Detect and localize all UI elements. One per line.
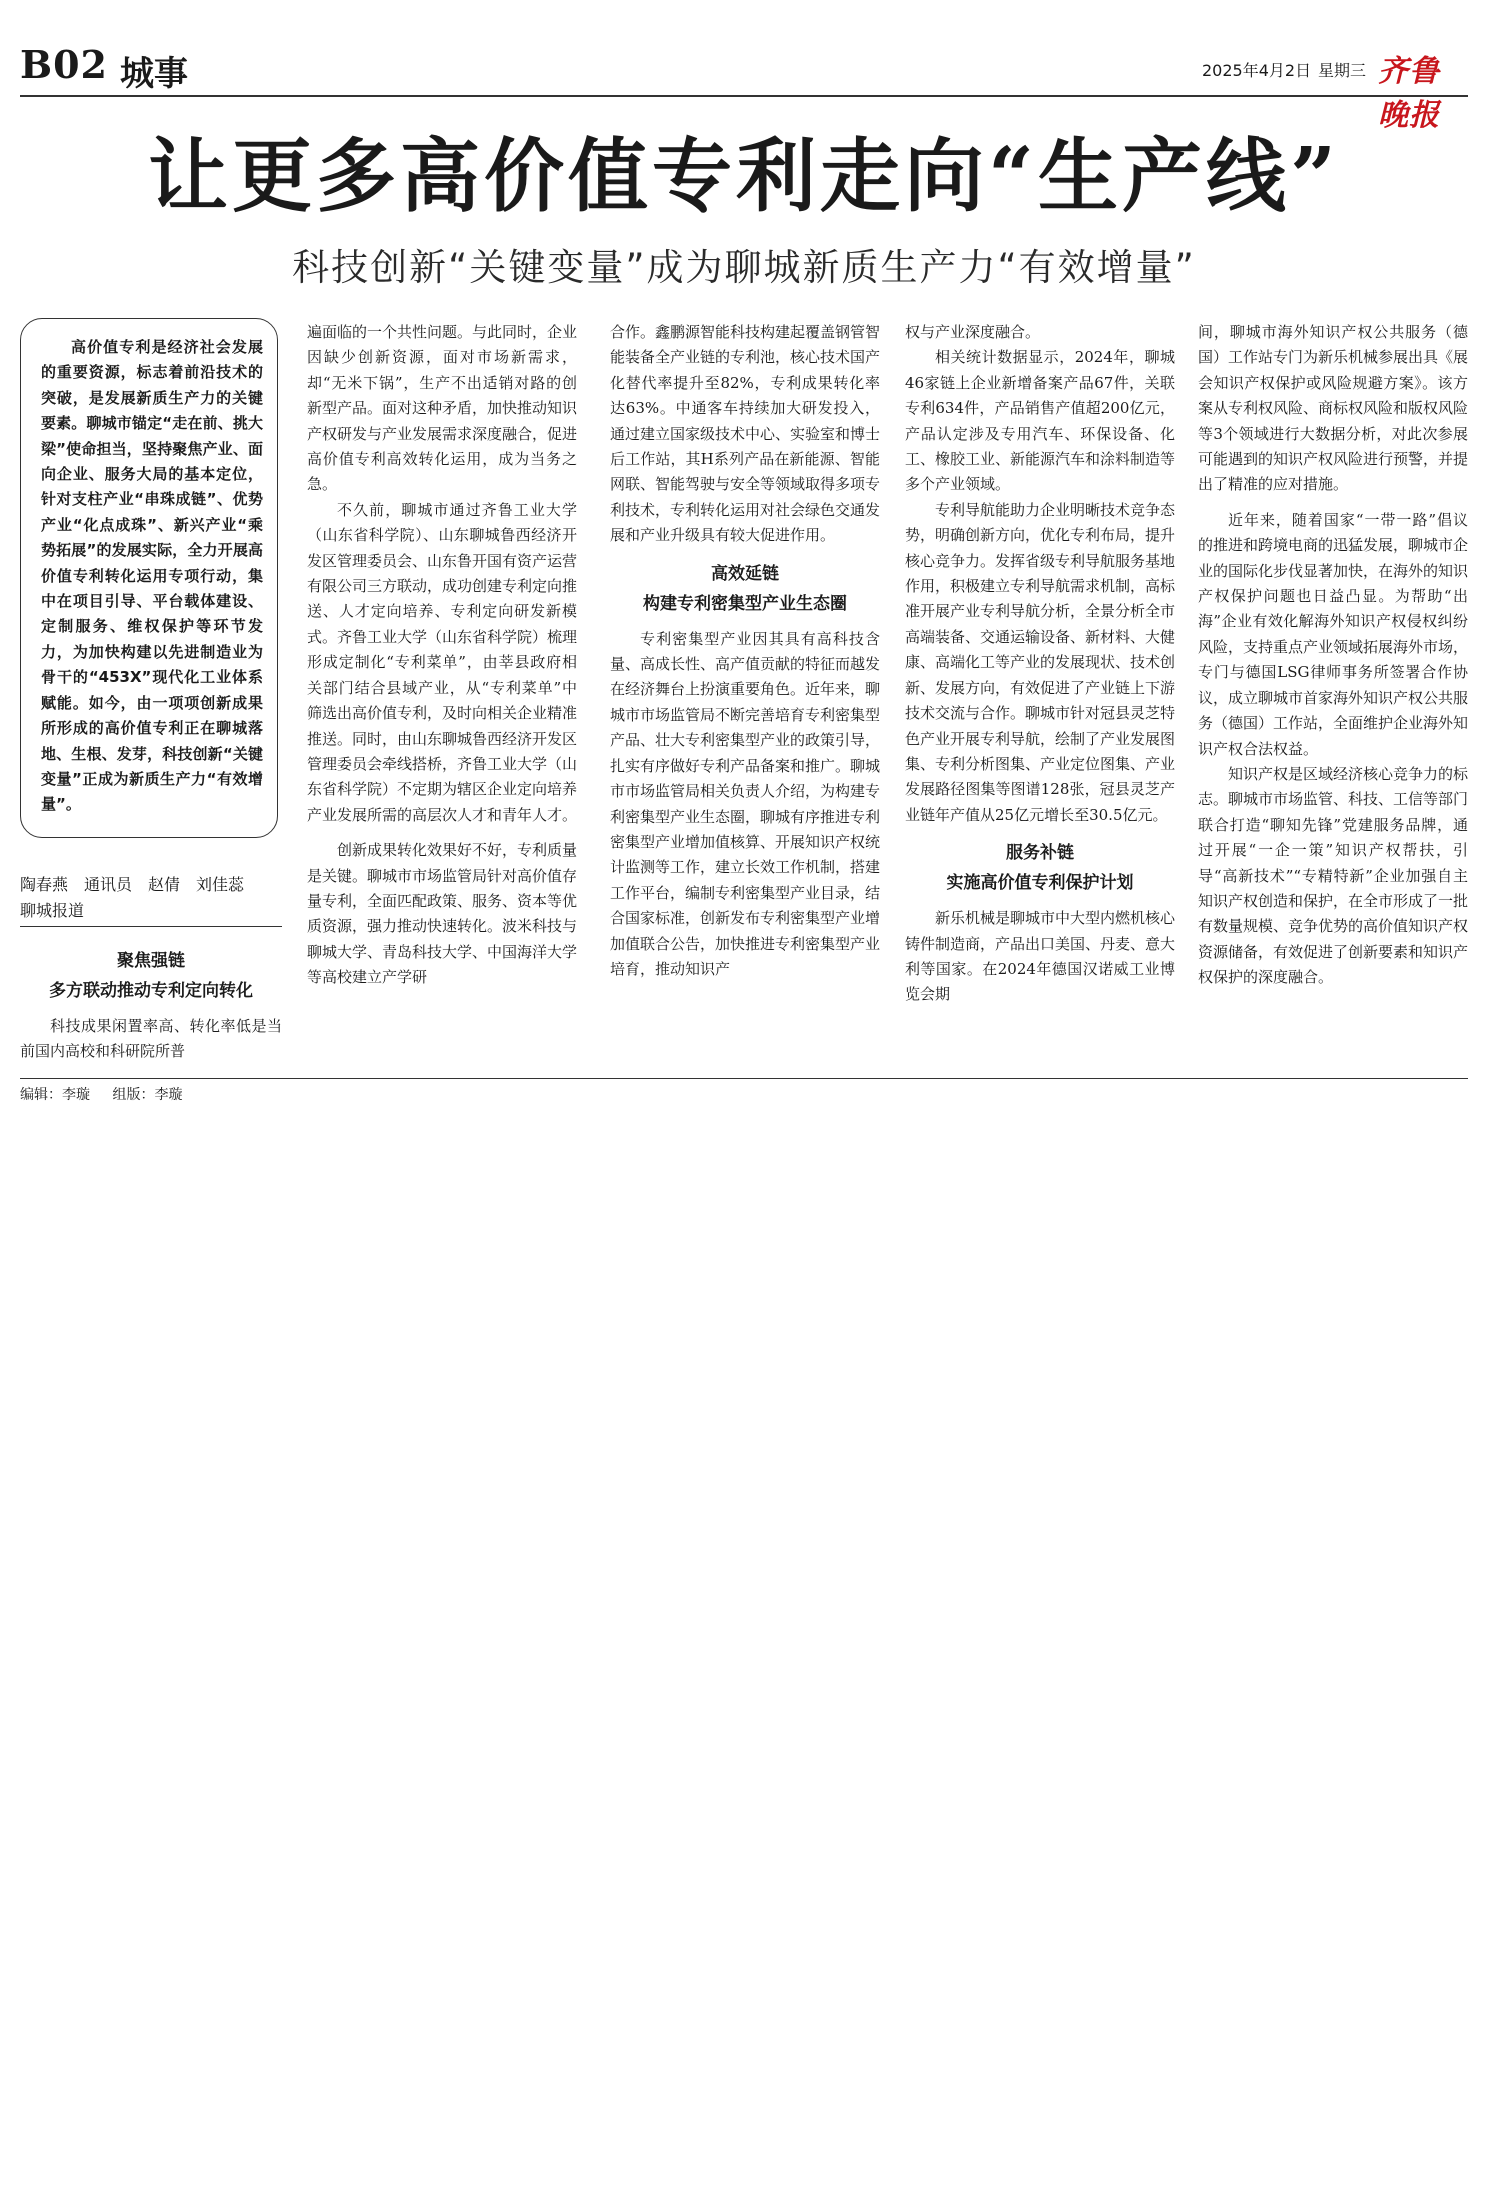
article-headline: 让更多高价值专利走向“生产线” [147, 129, 1341, 223]
paragraph-6: 专利导航能助力企业明晰技术竞争态势，明确创新方向，优化专利布局，提升核心竞争力。发挥省级专利导航服务基地作用，积极建立专利导航需求机制，高标准开展产业专利导航分析，全景分析全市高端装备、交通运输设备、新材料、大健康、高端化工等产业的发展现状、技术创新、发展方向，有效促进了产业链上下游技术交流与合作。聊城市针对冠县灵芝特色产业开展专利导航，绘制了产业发展图集、专利分析图集、产业定位图集、产业发展路径图集等图谱128张，冠县灵芝产业链年产值从25亿元增长至30.5亿元。 [905, 500, 1176, 824]
page-number: B02 [20, 42, 108, 87]
masthead [20, 38, 1468, 133]
publication-weekday: 星期三 [1318, 61, 1367, 80]
lead-box [20, 318, 278, 838]
column-5 [1198, 320, 1468, 991]
column-2 [307, 320, 577, 991]
byline-location: 聊城报道 [20, 901, 85, 920]
footer [20, 1084, 182, 1104]
section-2-subheading: 构建专利密集型产业生态圈 [643, 593, 847, 614]
section-1-heading: 聚焦强链 [117, 951, 185, 971]
column-4 [905, 320, 1175, 1008]
section-3-heading: 服务补链 [1006, 843, 1074, 864]
paragraph-7b: 间，聊城市海外知识产权公共服务（德国）工作站专门为新乐机械参展出具《展会知识产权保护或风险规避方案》。该方案从专利权风险、商标权风险和版权风险等3个领域进行大数据分析，对此次参展可能遇到的知识产权风险进行预警，并提出了精准的应对措施。 [1198, 323, 1469, 494]
column-1-section [20, 946, 282, 1065]
paragraph-3a: 创新成果转化效果好不好，专利质量是关键。聊城市市场监管局针对高价值存量专利，全面匹配政策、服务、资本等优质资源，强力推动快速转化。波米科技与聊城大学、青岛科技大学、中国海洋大学等高校建立产学研 [307, 841, 578, 987]
layout-credit: 组版：李璇 [112, 1087, 183, 1103]
editor-credit: 编辑：李璇 [20, 1087, 90, 1103]
paragraph-9: 知识产权是区域经济核心竞争力的标志。聊城市市场监管、科技、工信等部门联合打造“聊知先锋”党建服务品牌，通过开展“一企一策”知识产权帮扶，引导“高新技术”“专精特新”企业加强自主知识产权创造和保护，在全市形成了一批有数量规模、竞争优势的高价值知识产权资源储备，有效促进了创新要素和知识产权保护的深度融合。 [1198, 764, 1469, 987]
publication-date: 2025年4月2日 [1202, 61, 1312, 80]
lead-paragraph: 高价值专利是经济社会发展的重要资源，标志着前沿技术的突破，是发展新质生产力的关键要素。聊城市锚定“走在前、挑大梁”使命担当，坚持聚焦产业、面向企业、服务大局的基本定位，针对支柱产业“串珠成链”、优势产业“化点成珠”、新兴产业“乘势拓展”的发展实际，全力开展高价值专利转化运用专项行动，集中在项目引导、平台载体建设、定制服务、维权保护等环节发力，为加快构建以先进制造业为骨干的“453X”现代化工业体系赋能。如今，由一项项创新成果所形成的高价值专利正在聊城落地、生根、发芽，科技创新“关键变量”正成为新质生产力“有效增量”。 [41, 338, 263, 814]
paragraph-4b: 权与产业深度融合。 [905, 323, 1041, 341]
newspaper-logo: 齐鲁晚报 [1378, 54, 1440, 133]
paragraph-8: 近年来，随着国家“一带一路”倡议的推进和跨境电商的迅猛发展，聊城市企业的国际化步伐显著加快，在海外的知识产权保护问题也日益凸显。为帮助“出海”企业有效化解海外知识产权侵权纠纷风险，支持重点产业领域拓展海外市场，专门与德国LSG律师事务所签署合作协议，成立聊城市首家海外知识产权公共服务（德国）工作站，全面维护企业海外知识产权合法权益。 [1198, 510, 1469, 758]
section-name: 城事 [120, 54, 188, 94]
footer-divider [20, 1078, 1468, 1079]
paragraph-7a: 新乐机械是聊城市中大型内燃机核心铸件制造商，产品出口美国、丹麦、意大利等国家。在2024年德国汉诺威工业博览会期 [905, 909, 1176, 1004]
byline [20, 872, 282, 924]
paragraph-1b: 遍面临的一个共性问题。与此同时，企业因缺少创新资源，面对市场新需求，却“无米下锅”，生产不出适销对路的创新型产品。面对这种矛盾，加快推动知识产权研发与产业发展需求深度融合，促进高价值专利高效转化运用，成为当务之急。 [307, 323, 578, 494]
section-1-subheading: 多方联动推动专利定向转化 [49, 981, 253, 1001]
paragraph-3b: 合作。鑫鹏源智能科技构建起覆盖钢管智能装备全产业链的专利池，核心技术国产化替代率提升至82%，专利成果转化率达63%。中通客车持续加大研发投入，通过建立国家级技术中心、实验室和博士后工作站，其H系列产品在新能源、智能网联、智能驾驶与安全等领域取得多项专利技术，专利转化运用对社会绿色交通发展和产业升级具有较大促进作用。 [610, 323, 881, 545]
paragraph-5: 相关统计数据显示，2024年，聊城46家链上企业新增备案产品67件，关联专利634件，产品销售产值超200亿元，产品认定涉及专用汽车、环保设备、化工、橡胶工业、新能源汽车和涂料制造等多个产业领域。 [905, 348, 1176, 494]
byline-divider [20, 926, 282, 927]
paragraph-4a: 专利密集型产业因其具有高科技含量、高成长性、高产值贡献的特征而越发在经济舞台上扮演重要角色。近年来，聊城市市场监管局不断完善培育专利密集型产品、壮大专利密集型产业的政策引导，扎实有序做好专利产品备案和推广。聊城市市场监管局相关负责人介绍，为构建专利密集型产业生态圈，聊城有序推进专利密集型产业增加值核算、开展知识产权统计监测等工作，建立长效工作机制，搭建工作平台，编制专利密集型产业目录，结合国家标准，创新发布专利密集型产业增加值联合公告，加快推进专利密集型产业培育，推动知识产 [610, 629, 881, 978]
article-subheadline: 科技创新“关键变量”成为聊城新质生产力“有效增量” [292, 246, 1196, 289]
section-3-subheading: 实施高价值专利保护计划 [946, 873, 1134, 894]
paragraph-1a: 科技成果闲置率高、转化率低是当前国内高校和科研院所普 [20, 1017, 282, 1061]
column-3 [610, 320, 880, 982]
byline-authors: 陶春燕 通讯员 赵倩 刘佳蕊 [20, 875, 245, 894]
section-2-heading: 高效延链 [711, 563, 779, 584]
masthead-divider [20, 95, 1468, 97]
paragraph-2: 不久前，聊城市通过齐鲁工业大学（山东省科学院）、山东聊城鲁西经济开发区管理委员会、山东鲁开国有资产运营有限公司三方联动，成功创建专利定向推送、人才定向培养、专利定向研发新模式。齐鲁工业大学（山东省科学院）梳理形成定制化“专利菜单”，由莘县政府相关部门结合县域产业，从“专利菜单”中筛选出高价值专利，及时向相关企业精准推送。同时，由山东聊城鲁西经济开发区管理委员会牵线搭桥，齐鲁工业大学（山东省科学院）不定期为辖区企业定向培养产业发展所需的高层次人才和青年人才。 [307, 500, 578, 824]
